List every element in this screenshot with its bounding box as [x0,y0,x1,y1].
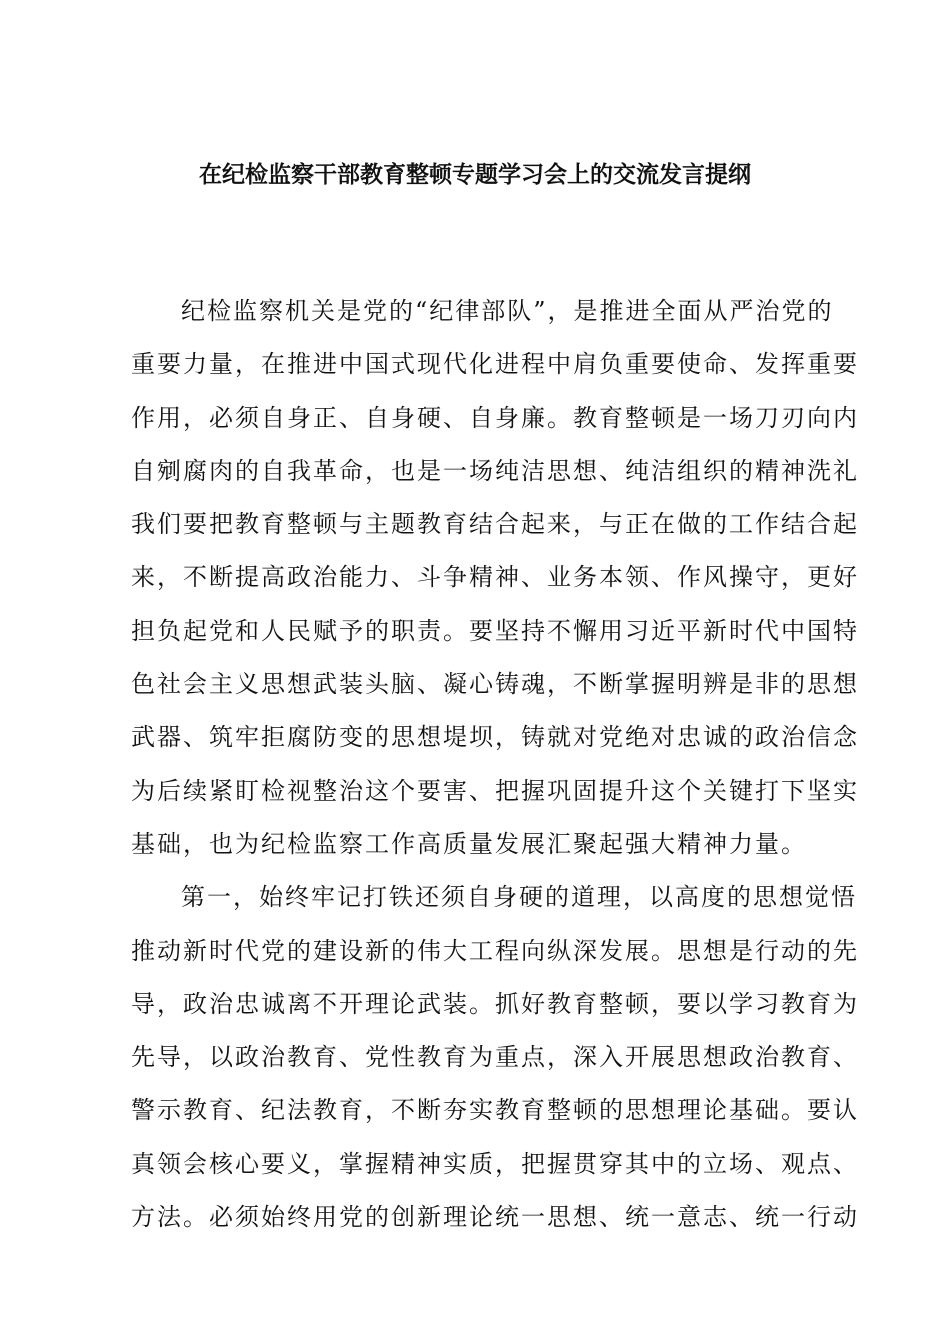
text-line: 第一，始终牢记打铁还须自身硬的道理，以高度的思想觉悟 [181,883,857,912]
text-line: 武器、筑牢拒腐防变的思想堤坝，铸就对党绝对忠诚的政治信念 [131,723,859,752]
text-line: 纪检监察机关是党的“纪律部队”，是推进全面从严治党的 [181,297,834,325]
text-line: 方法。必须始终用党的创新理论统一思想、统一意志、统一行动 [131,1203,859,1232]
document-body [131,285,859,1244]
document-title: 在纪检监察干部教育整顿专题学习会上的交流发言提纲 [199,162,751,188]
text-line: 担负起党和人民赋予的职责。要坚持不懈用习近平新时代中国特 [131,616,859,645]
text-line: 先导，以政治教育、党性教育为重点，深入开展思想政治教育、 [131,1043,859,1072]
text-line: 色社会主义思想武装头脑、凝心铸魂，不断掌握明辨是非的思想 [131,670,859,699]
text-line: 我们要把教育整顿与主题教育结合起来，与正在做的工作结合起 [131,510,859,539]
text-line: 基础，也为纪检监察工作高质量发展汇聚起强大精神力量。 [131,829,807,858]
paragraph-intro [131,285,859,871]
paragraph-first-point [131,871,859,1244]
text-line: 导，政治忠诚离不开理论武装。抓好教育整顿，要以学习教育为 [131,989,859,1018]
text-line: 警示教育、纪法教育，不断夯实教育整顿的思想理论基础。要认 [131,1096,859,1125]
text-line: 真领会核心要义，掌握精神实质，把握贯穿其中的立场、观点、 [131,1149,859,1178]
text-line: 自剜腐肉的自我革命，也是一场纯洁思想、纯洁组织的精神洗礼 [131,456,859,485]
text-line: 重要力量，在推进中国式现代化进程中肩负重要使命、发挥重要 [131,350,859,379]
text-line: 推动新时代党的建设新的伟大工程向纵深发展。思想是行动的先 [131,936,859,965]
text-line: 来，不断提高政治能力、斗争精神、业务本领、作风操守，更好 [131,563,859,592]
text-line: 作用，必须自身正、自身硬、自身廉。教育整顿是一场刀刃向内 [131,403,859,432]
text-line: 为后续紧盯检视整治这个要害、把握巩固提升这个关键打下坚实 [131,776,859,805]
